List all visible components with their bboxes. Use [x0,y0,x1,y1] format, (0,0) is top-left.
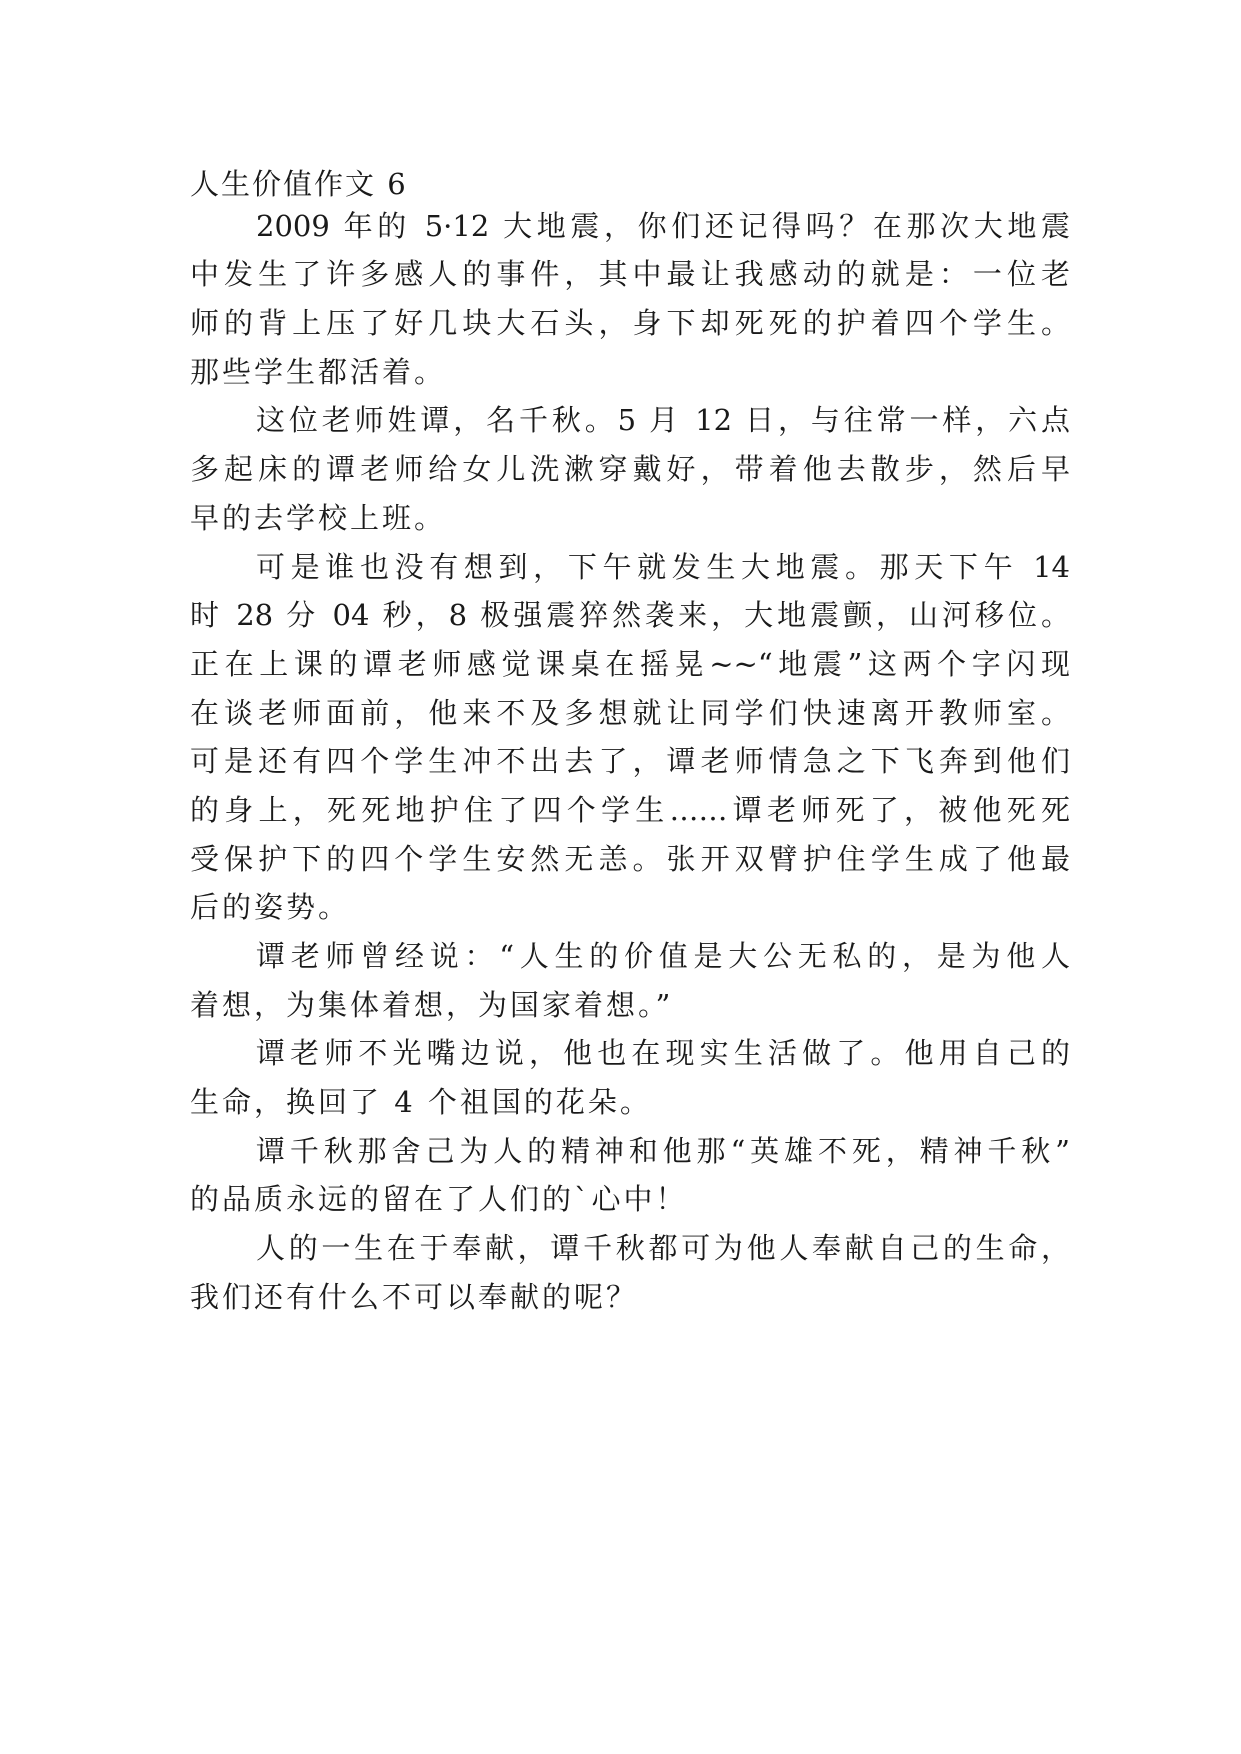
paragraph-line: 的身上，死死地护住了四个学生……谭老师死了，被他死死 [190,793,1070,827]
paragraph-line: 中发生了许多感人的事件，其中最让我感动的就是：一位老 [190,257,1070,291]
paragraph-line: 后的姿势。 [190,890,351,924]
paragraph-line: 谭老师不光嘴边说，他也在现实生活做了。他用自己的 [256,1036,1070,1070]
paragraph-line: 那些学生都活着。 [190,355,447,389]
paragraph-line: 受保护下的四个学生安然无恙。张开双臂护住学生成了他最 [190,842,1070,876]
paragraph-line: 在谈老师面前，他来不及多想就让同学们快速离开教师室。 [190,696,1070,730]
paragraph-line: 正在上课的谭老师感觉课桌在摇晃~~“地震”这两个字闪现 [190,647,1071,681]
paragraph-line: 2009 年的 5·12 大地震，你们还记得吗？在那次大地震 [256,209,1070,243]
paragraph-line: 可是谁也没有想到，下午就发生大地震。那天下午 14 [256,550,1070,584]
paragraph-line: 师的背上压了好几块大石头，身下却死死的护着四个学生。 [190,306,1070,340]
paragraph-line: 人的一生在于奉献，谭千秋都可为他人奉献自己的生命， [256,1231,1070,1265]
paragraph-line: 的品质永远的留在了人们的`心中！ [190,1182,688,1216]
paragraph-line: 谭老师曾经说：“人生的价值是大公无私的，是为他人 [256,939,1070,973]
document-title: 人生价值作文 6 [190,167,408,201]
paragraph-line: 我们还有什么不可以奉献的呢？ [190,1280,639,1314]
paragraph-line: 谭千秋那舍己为人的精神和他那“英雄不死，精神千秋” [256,1134,1070,1168]
paragraph-line: 多起床的谭老师给女儿洗漱穿戴好，带着他去散步，然后早 [190,452,1070,486]
paragraph-line: 这位老师姓谭，名千秋。5 月 12 日，与往常一样，六点 [256,403,1070,437]
paragraph-line: 可是还有四个学生冲不出去了，谭老师情急之下飞奔到他们 [190,744,1070,778]
paragraph-line: 生命，换回了 4 个祖国的花朵。 [190,1085,652,1119]
paragraph-line: 着想，为集体着想，为国家着想。” [190,988,674,1022]
paragraph-line: 早的去学校上班。 [190,501,447,535]
paragraph-line: 时 28 分 04 秒，8 极强震猝然袭来，大地震颤，山河移位。 [190,598,1070,632]
